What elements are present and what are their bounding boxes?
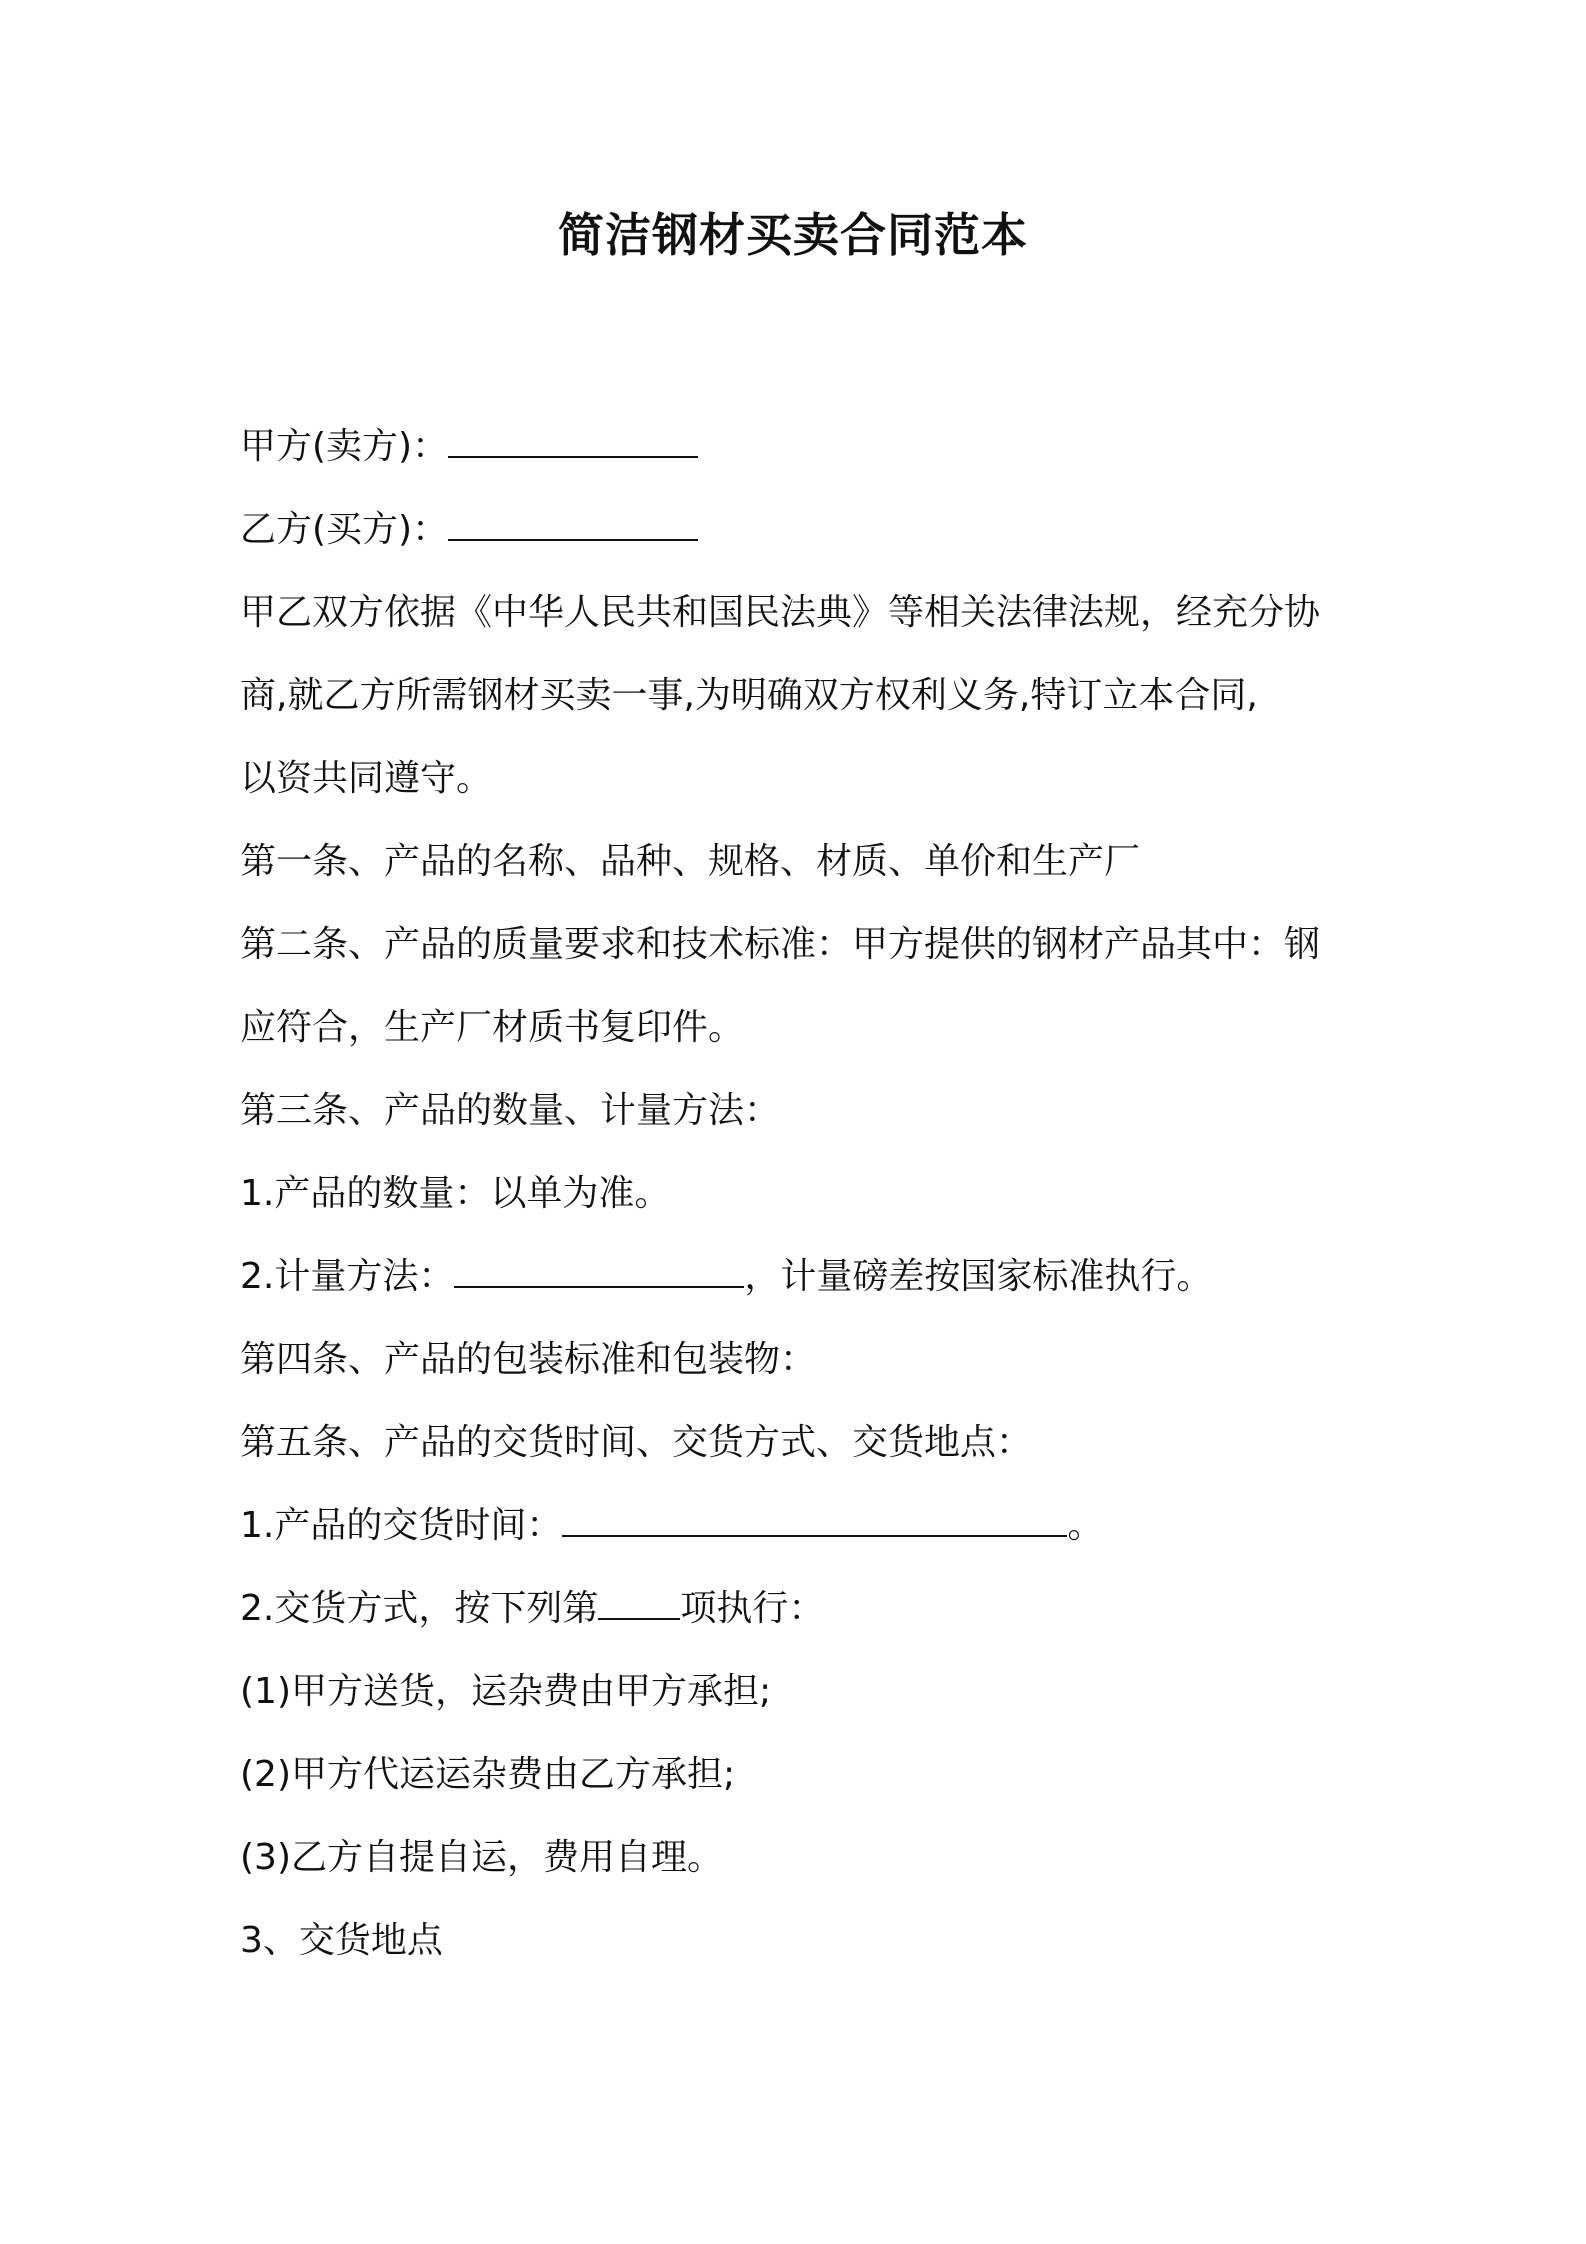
delivery-time-tail: 。: [1067, 1505, 1104, 1546]
preamble-line-3: 以资共同遵守。: [240, 758, 493, 799]
article-5-item-1: [240, 1484, 1370, 1567]
article-2-line-2: 应符合，生产厂材质书复印件。: [240, 1007, 745, 1048]
article-5-item-2: [240, 1567, 1370, 1650]
preamble-line-1: 甲乙双方依据《中华人民共和国民法典》等相关法律法规，经充分协: [240, 592, 1321, 633]
delivery-mode-tail: 项执行：: [680, 1588, 825, 1629]
delivery-mode-label: 2.交货方式，按下列第: [240, 1588, 599, 1629]
preamble-line-2: 商,就乙方所需钢材买卖一事,为明确双方权利义务,特订立本合同,: [240, 675, 1258, 716]
party-b-label: 乙方(买方)：: [240, 509, 449, 550]
article-3-item-2: [240, 1235, 1370, 1318]
article-4: 第四条、产品的包装标准和包装物：: [240, 1339, 817, 1380]
measure-method-tail: ，计量磅差按国家标准执行。: [744, 1256, 1213, 1297]
document-body: [240, 405, 1370, 1982]
article-3: 第三条、产品的数量、计量方法：: [240, 1090, 781, 1131]
article-2-line-1: 第二条、产品的质量要求和技术标准：甲方提供的钢材产品其中：钢: [240, 924, 1321, 965]
party-b-blank: [448, 499, 698, 541]
delivery-option-3: (3)乙方自提自运，费用自理。: [240, 1837, 723, 1878]
delivery-option-2: (2)甲方代运运杂费由乙方承担;: [240, 1754, 736, 1795]
party-a-blank: [448, 416, 698, 458]
article-5: 第五条、产品的交货时间、交货方式、交货地点：: [240, 1422, 1033, 1463]
delivery-time-blank: [562, 1495, 1067, 1537]
delivery-option-1: (1)甲方送货，运杂费由甲方承担;: [240, 1671, 772, 1712]
article-1: 第一条、产品的名称、品种、规格、材质、单价和生产厂: [240, 841, 1141, 882]
party-b-line: [240, 488, 1370, 571]
party-a-label: 甲方(卖方)：: [240, 426, 449, 467]
measure-method-label: 2.计量方法：: [240, 1256, 455, 1297]
article-5-item-3: 3、交货地点: [240, 1920, 443, 1961]
delivery-time-label: 1.产品的交货时间：: [240, 1505, 563, 1546]
measure-method-blank: [454, 1246, 744, 1288]
delivery-mode-blank: [598, 1578, 680, 1620]
article-3-item-1: 1.产品的数量：以单为准。: [240, 1173, 671, 1214]
party-a-line: [240, 405, 1370, 488]
document-title: 简洁钢材买卖合同范本: [558, 208, 1028, 262]
